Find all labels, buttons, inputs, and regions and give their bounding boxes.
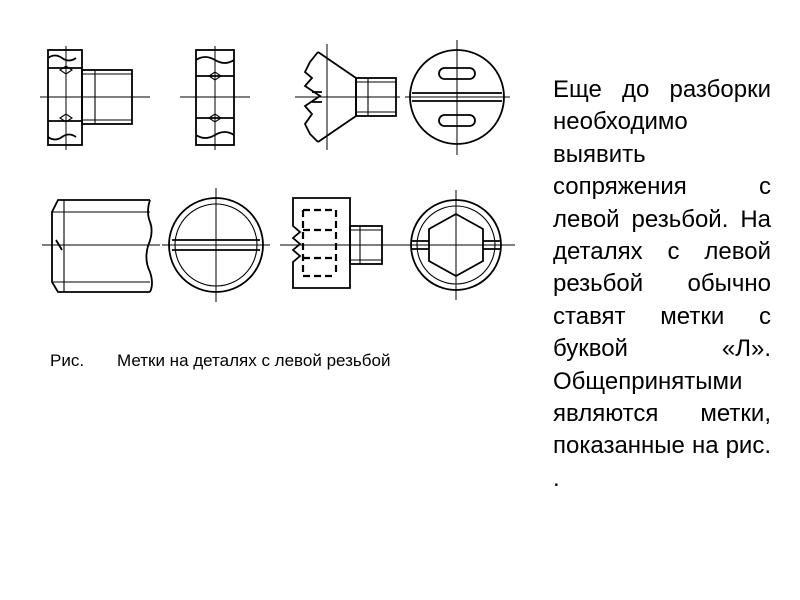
caption-text: Метки на деталях с левой резьбой — [117, 351, 391, 370]
hex-nut-side-view — [40, 46, 150, 150]
left-thread-marks-figure — [0, 0, 540, 340]
body-paragraph: Еще до разборки необходимо выявить сопряжения с левой резьбой. На деталях с левой резьбой обычно ставят метки с буквой «Л». Общепринятыми являются метки, показанные на рис. . — [553, 76, 771, 492]
caption-label: Рис. — [50, 351, 85, 370]
hex-socket-end-view — [400, 190, 515, 300]
hex-socket-bolt-side-view — [280, 198, 400, 288]
threaded-rod-side-view — [42, 200, 160, 292]
countersunk-screw-side-view — [295, 44, 400, 150]
slotted-screw-head-view — [405, 40, 510, 155]
hex-nut-front-view — [180, 46, 250, 150]
slotted-end-view — [162, 188, 270, 302]
